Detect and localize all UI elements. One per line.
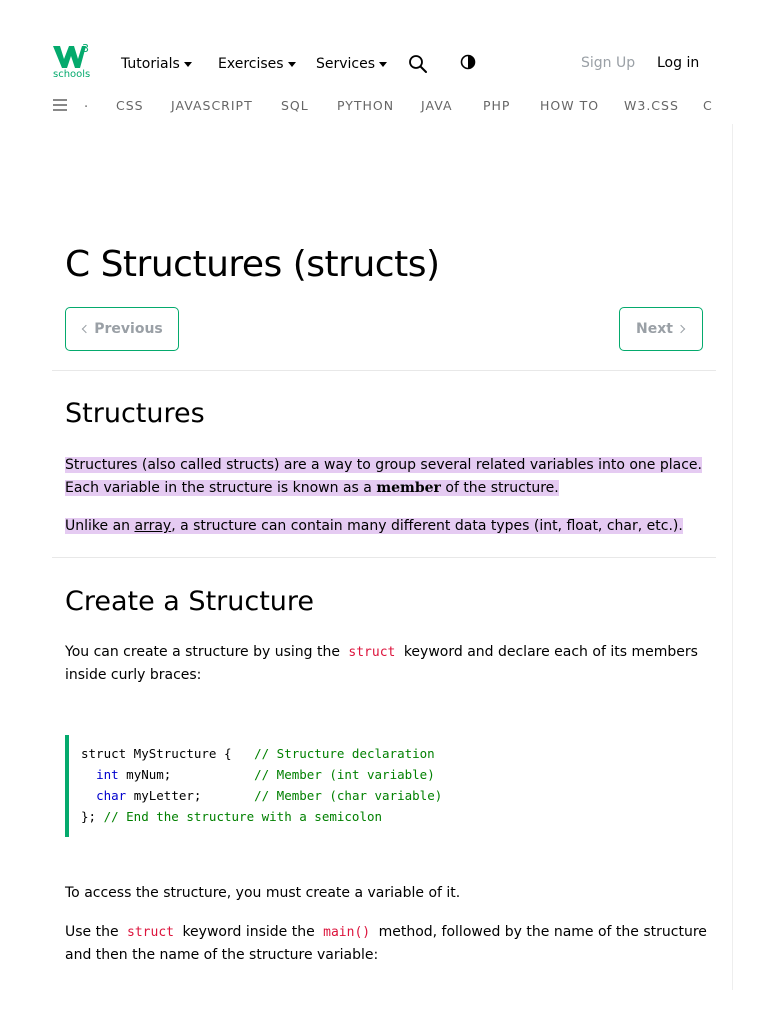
inline-code-struct: struct [127, 925, 174, 940]
use-struct-paragraph [65, 921, 715, 967]
structures-paragraph-1 [65, 454, 715, 500]
content-right-border [732, 124, 733, 990]
w3schools-logo[interactable] [52, 44, 92, 82]
inline-code-main: main() [323, 925, 371, 940]
text-fragment: , a structure can contain many different data types (int, float, char, etc.). [171, 518, 683, 534]
code-text: struct MyStructure { [81, 746, 255, 761]
subnav-item-c[interactable]: C [703, 98, 713, 113]
hamburger-menu-icon[interactable] [53, 99, 67, 111]
next-button-label: Next [636, 321, 673, 337]
section-heading-structures: Structures [65, 398, 205, 429]
logo-text: schools [53, 69, 91, 80]
create-structure-paragraph [65, 641, 715, 687]
topic-subnav [0, 92, 768, 120]
text-fragment: Use the [65, 924, 124, 940]
code-text: myLetter; [126, 788, 255, 803]
services-menu[interactable] [316, 54, 387, 74]
tutorials-menu-label: Tutorials [121, 56, 180, 72]
subnav-item-python[interactable]: PYTHON [337, 98, 395, 113]
sign-up-link[interactable]: Sign Up [581, 55, 636, 71]
caret-down-icon [288, 62, 296, 67]
subnav-item-sql[interactable]: SQL [281, 98, 309, 113]
text-fragment: keyword and declare each of its members inside curly braces: [65, 644, 698, 683]
chevron-left-icon [82, 325, 90, 333]
member-bold-text: member [376, 480, 441, 496]
access-structure-paragraph: To access the structure, you must create a variable of it. [65, 885, 461, 901]
section-heading-create-structure: Create a Structure [65, 586, 315, 617]
subnav-truncated-item: . [84, 96, 89, 111]
logo-w-icon [52, 44, 86, 70]
array-link[interactable]: array [134, 518, 172, 534]
text-fragment: keyword inside the [178, 924, 320, 940]
search-icon[interactable] [408, 54, 428, 74]
code-comment: // End the structure with a semicolon [103, 809, 383, 824]
subnav-item-css[interactable]: CSS [116, 98, 144, 113]
code-example [65, 735, 715, 837]
caret-down-icon [379, 62, 387, 67]
dark-mode-toggle-icon[interactable] [460, 54, 476, 70]
log-in-link[interactable]: Log in [657, 55, 700, 71]
text-fragment: Structures (also called structs) are a way to group several related variables into one place. Each variable in the structure is known as a [65, 457, 702, 496]
subnav-item-javascript[interactable]: JAVASCRIPT [171, 98, 253, 113]
tutorials-menu[interactable] [121, 54, 192, 74]
previous-button[interactable] [65, 307, 179, 351]
subnav-item-php[interactable]: PHP [483, 98, 511, 113]
subnav-item-w3css[interactable]: W3.CSS [624, 98, 679, 113]
code-keyword: char [96, 788, 127, 803]
code-keyword: int [96, 767, 119, 782]
subnav-item-java[interactable]: JAVA [421, 98, 453, 113]
code-text: myNum; [118, 767, 255, 782]
structures-paragraph-2 [65, 515, 715, 538]
inline-code-struct: struct [348, 645, 396, 660]
top-navbar [0, 0, 768, 90]
services-menu-label: Services [316, 56, 376, 72]
divider [52, 370, 716, 371]
code-comment: // Member (char variable) [254, 788, 443, 803]
highlighted-text [65, 457, 702, 496]
text-fragment: of the structure. [440, 480, 559, 496]
code-comment: // Structure declaration [254, 746, 435, 761]
exercises-menu-label: Exercises [218, 56, 284, 72]
subnav-item-how-to[interactable]: HOW TO [540, 98, 600, 113]
divider [52, 557, 716, 558]
logo-superscript: 3 [82, 42, 89, 55]
text-fragment: Unlike an [65, 518, 135, 534]
text-fragment: You can create a structure by using the [65, 644, 345, 660]
chevron-right-icon [677, 325, 685, 333]
next-button[interactable] [619, 307, 703, 351]
highlighted-text [65, 518, 683, 534]
code-comment: // Member (int variable) [254, 767, 435, 782]
caret-down-icon [184, 62, 192, 67]
code-text: }; [81, 809, 104, 824]
previous-button-label: Previous [94, 321, 163, 337]
exercises-menu[interactable] [218, 54, 296, 74]
text-fragment: method, followed by the name of the structure and then the name of the structure variable: [65, 924, 707, 963]
page-title: C Structures (structs) [65, 244, 440, 285]
